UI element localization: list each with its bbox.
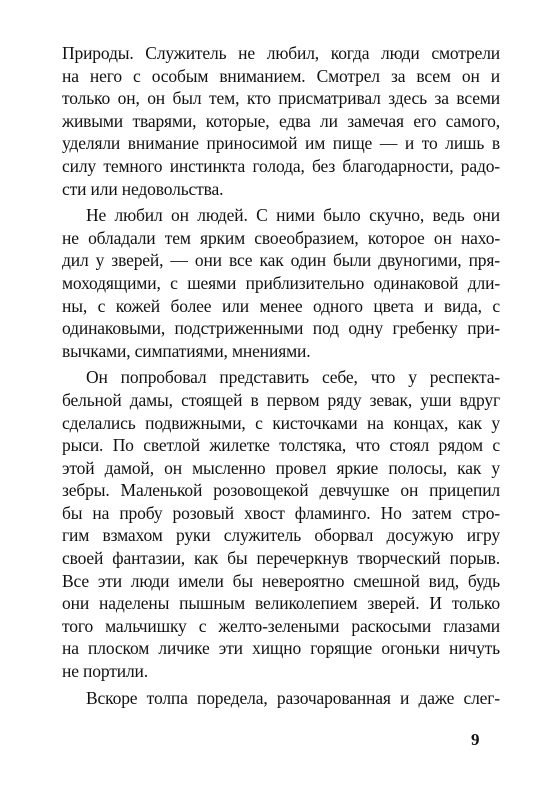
text-line: того мальчишку с желто-зелеными раскосыми глазами [62, 615, 500, 636]
text-line: Все эти люди имели бы невероятно смешной вид, будь [62, 570, 500, 591]
text-line: вычками, симпатиями, мнениями. [62, 340, 311, 361]
text-line: живыми тварями, которые, едва ли замечая его самого, [62, 110, 500, 131]
text-line: Вскоре толпа поредела, разочарованная и даже слег- [86, 687, 500, 708]
paragraph [62, 42, 500, 200]
text-line: моходящими, с шеями приблизительно одинаковой дли- [62, 272, 500, 293]
text-line: бельной дамы, стоящей в первом ряду зевак, уши вдруг [62, 389, 500, 410]
page-number: 9 [471, 730, 480, 749]
body-text [62, 42, 500, 709]
text-line: уделяли внимание приносимой им пище — и то лишь в [62, 133, 500, 154]
text-line: не обладали тем ярким своеобразием, которое он нахо- [62, 227, 500, 248]
text-line: зебры. Маленькой розовощекой девчушке он прицепил [62, 480, 500, 501]
text-line: на него с особым вниманием. Смотрел за всем он и [62, 65, 500, 86]
text-line: своей фантазии, как бы перечеркнув творческий порыв. [62, 548, 500, 569]
text-line: на плоском личике эти хищно горящие огоньки ничуть [62, 638, 500, 659]
text-line: Он попробовал представить себе, что у респекта- [86, 367, 500, 388]
paragraph [62, 687, 500, 710]
paragraph [62, 366, 500, 682]
text-line: только он, он был тем, кто присматривал здесь за всеми [62, 88, 500, 109]
text-line: сти или недовольства. [62, 178, 224, 199]
paragraph [62, 204, 500, 362]
text-line: Не любил он людей. С ними было скучно, ведь они [86, 205, 500, 226]
text-line: силу темного инстинкта голода, без благодарности, радо- [62, 155, 500, 176]
text-line: не портили. [62, 661, 148, 682]
text-line: Природы. Служитель не любил, когда люди смотрели [62, 43, 500, 63]
text-line: ны, с кожей более или менее одного цвета и вида, с [62, 295, 500, 316]
text-line: бы на пробу розовый хвост фламинго. Но затем стро- [62, 502, 500, 523]
text-line: сделались подвижными, с кисточками на концах, как у [62, 412, 500, 433]
text-line: одинаковыми, подстриженными под одну гребенку при- [62, 318, 500, 339]
text-line: рыси. По светлой жилетке толстяка, что стоял рядом с [62, 435, 500, 456]
text-line: гим взмахом руки служитель оборвал досужую игру [62, 525, 500, 546]
text-line: они наделены пышным великолепием зверей. И только [62, 593, 500, 614]
text-line: дил у зверей, — они все как один были двуногими, пря- [62, 250, 500, 271]
text-line: этой дамой, он мысленно провел яркие полосы, как у [62, 457, 500, 478]
